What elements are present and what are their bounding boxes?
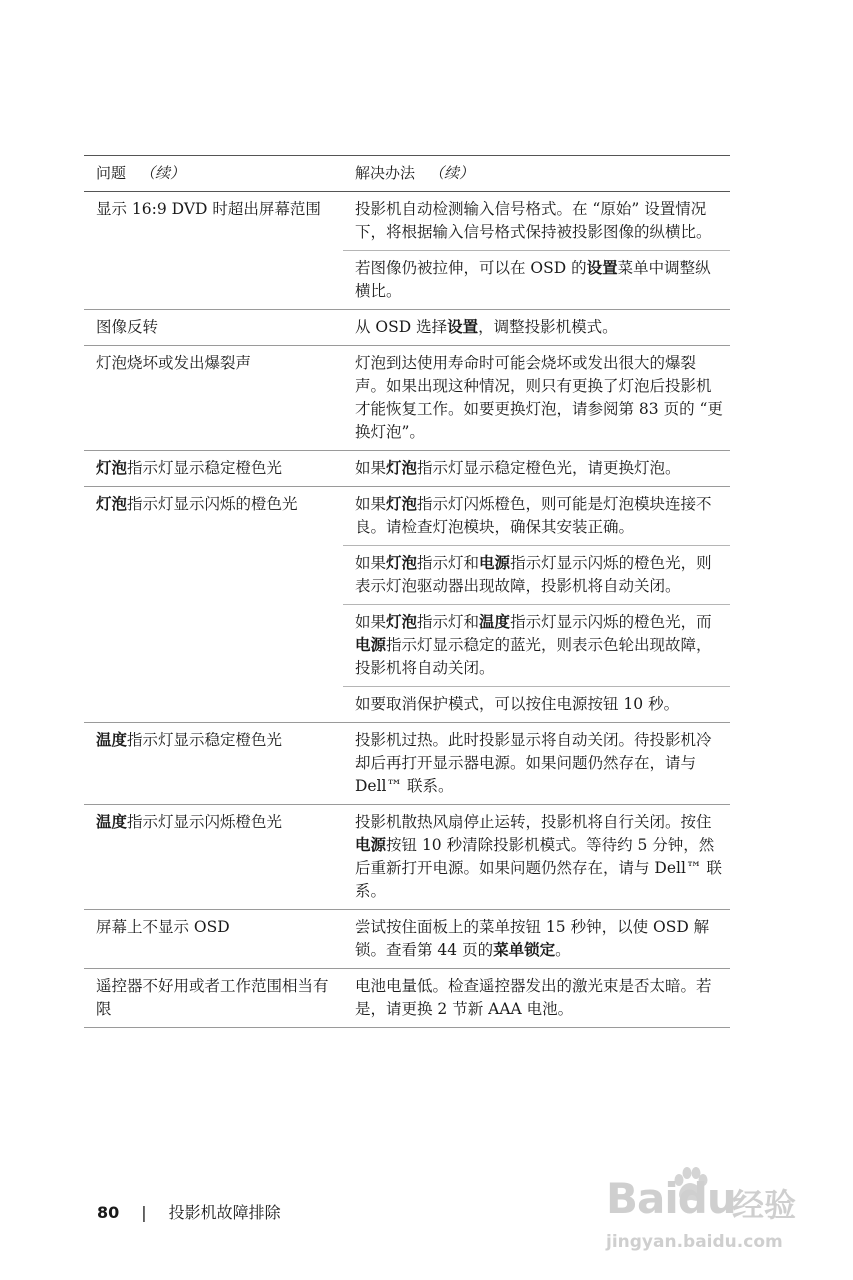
solution-paragraph xyxy=(355,493,724,539)
bold-term: 温度 xyxy=(96,731,128,749)
bold-term: 灯泡 xyxy=(386,613,418,631)
text-run: 图像反转 xyxy=(96,318,159,336)
footer-separator: | xyxy=(141,1203,147,1222)
solution-cell xyxy=(343,487,730,723)
solution-paragraph xyxy=(343,545,730,598)
solution-cell xyxy=(343,723,730,805)
bold-term: 设置 xyxy=(447,318,479,336)
bold-term: 电源 xyxy=(355,636,387,654)
text-run: 屏幕上不显示 OSD xyxy=(96,918,230,936)
text-run: 指示灯显示闪烁橙色光 xyxy=(127,813,283,831)
text-run: 指示灯闪烁橙色，则可能是灯泡模块连接不良。请检查灯泡模块，确保其安装正确。 xyxy=(355,495,712,536)
text-run: 菜单中调整纵横比。 xyxy=(355,259,711,300)
solution-paragraph xyxy=(343,686,730,716)
bold-term: 灯泡 xyxy=(96,459,128,477)
solution-paragraph xyxy=(355,975,724,1021)
text-run: 按钮 10 秒清除投影机模式。等待约 5 分钟，然后重新打开电源。如果问题仍然存在，请与 Dell™ 联系。 xyxy=(355,836,722,900)
text-run: 投影机自动检测输入信号格式。在 “原始” 设置情况下，将根据输入信号格式保持被投影图像的纵横比。 xyxy=(355,200,712,241)
solution-paragraph xyxy=(343,250,730,303)
text-run: 指示灯显示闪烁的橙色光，则表示灯泡驱动器出现故障，投影机将自动关闭。 xyxy=(355,554,712,595)
problem-cell xyxy=(84,805,343,910)
text-run: 指示灯显示闪烁的橙色光 xyxy=(127,495,298,513)
bold-term: 灯泡 xyxy=(386,495,418,513)
troubleshooting-table xyxy=(84,155,730,1028)
text-run: 指示灯显示闪烁的橙色光，而 xyxy=(510,613,712,631)
header-problem: 问题 （续） xyxy=(84,156,343,192)
text-run: 指示灯显示稳定的蓝光，则表示色轮出现故障，投影机将自动关闭。 xyxy=(355,636,712,677)
table-row xyxy=(84,723,730,805)
text-run: 灯泡烧坏或发出爆裂声 xyxy=(96,354,252,372)
bold-term: 灯泡 xyxy=(386,459,418,477)
text-run: 指示灯显示稳定橙色光 xyxy=(127,731,283,749)
section-title: 投影机故障排除 xyxy=(168,1203,281,1222)
problem-cell xyxy=(84,723,343,805)
table-row xyxy=(84,969,730,1028)
solution-cell xyxy=(343,805,730,910)
solution-paragraph xyxy=(343,604,730,680)
text-run: 电池电量低。检查遥控器发出的激光束是否太暗。若是，请更换 2 节新 AAA 电池。 xyxy=(355,977,712,1018)
baidu-jingyan-watermark xyxy=(606,1170,836,1265)
problem-cell xyxy=(84,487,343,723)
text-run: 指示灯和 xyxy=(417,554,480,572)
text-run: ，调整投影机模式。 xyxy=(478,318,618,336)
text-run: 从 OSD 选择 xyxy=(355,318,448,336)
text-run: 投影机过热。此时投影显示将自动关闭。待投影机冷却后再打开显示器电源。如果问题仍然存在，请与 Dell™ 联系。 xyxy=(355,731,712,795)
bold-term: 灯泡 xyxy=(386,554,418,572)
bold-term: 电源 xyxy=(355,836,387,854)
table-body xyxy=(84,192,730,1028)
text-run: 指示灯和 xyxy=(417,613,480,631)
problem-cell xyxy=(84,451,343,487)
bold-term: 温度 xyxy=(96,813,128,831)
text-run: 遥控器不好用或者工作范围相当有限 xyxy=(96,977,329,1018)
table-row xyxy=(84,346,730,451)
table-row xyxy=(84,805,730,910)
watermark-url: jingyan.baidu.com xyxy=(606,1232,783,1252)
text-run: 投影机散热风扇停止运转，投影机将自行关闭。按住 xyxy=(355,813,712,831)
solution-paragraph xyxy=(355,198,724,244)
solution-cell xyxy=(343,969,730,1028)
solution-cell xyxy=(343,451,730,487)
table-row xyxy=(84,310,730,346)
bold-term: 温度 xyxy=(479,613,511,631)
bold-term: 灯泡 xyxy=(96,495,128,513)
text-run: 如果 xyxy=(355,495,387,513)
header-solution: 解决办法 （续） xyxy=(343,156,730,192)
bold-term: 电源 xyxy=(479,554,511,572)
text-run: 灯泡到达使用寿命时可能会烧坏或发出很大的爆裂声。如果出现这种情况，则只有更换了灯泡后投影机才能恢复工作。如要更换灯泡，请参阅第 83 页的 “更换灯泡”。 xyxy=(355,354,723,441)
problem-cell xyxy=(84,346,343,451)
solution-paragraph xyxy=(355,457,724,480)
table-row xyxy=(84,192,730,310)
table-row xyxy=(84,487,730,723)
table-row xyxy=(84,451,730,487)
page-footer xyxy=(97,1200,281,1223)
solution-paragraph xyxy=(355,916,724,962)
solution-paragraph xyxy=(355,352,724,444)
solution-paragraph xyxy=(355,316,724,339)
watermark-brand: Baidu xyxy=(606,1174,736,1223)
table-row xyxy=(84,910,730,969)
text-run: 如果 xyxy=(355,613,387,631)
solution-cell xyxy=(343,310,730,346)
page-number: 80 xyxy=(97,1203,120,1222)
text-run: 。 xyxy=(555,941,571,959)
problem-cell xyxy=(84,192,343,310)
text-run: 尝试按住面板上的菜单按钮 15 秒钟，以使 OSD 解锁。查看第 44 页的 xyxy=(355,918,710,959)
problem-cell xyxy=(84,910,343,969)
solution-cell xyxy=(343,910,730,969)
solution-paragraph xyxy=(355,729,724,798)
text-run: 如要取消保护模式，可以按住电源按钮 10 秒。 xyxy=(355,695,680,713)
text-run: 指示灯显示稳定橙色光 xyxy=(127,459,283,477)
solution-paragraph xyxy=(355,811,724,903)
problem-cell xyxy=(84,310,343,346)
text-run: 若图像仍被拉伸，可以在 OSD 的 xyxy=(355,259,587,277)
solution-cell xyxy=(343,192,730,310)
text-run: 如果 xyxy=(355,554,387,572)
text-run: 如果 xyxy=(355,459,387,477)
watermark-brand-cn: 经验 xyxy=(732,1186,797,1224)
text-run: 显示 16:9 DVD 时超出屏幕范围 xyxy=(96,200,321,218)
bold-term: 设置 xyxy=(586,259,618,277)
table-header-row xyxy=(84,156,730,192)
problem-cell xyxy=(84,969,343,1028)
text-run: 指示灯显示稳定橙色光，请更换灯泡。 xyxy=(417,459,681,477)
solution-cell xyxy=(343,346,730,451)
bold-term: 菜单锁定 xyxy=(493,941,556,959)
